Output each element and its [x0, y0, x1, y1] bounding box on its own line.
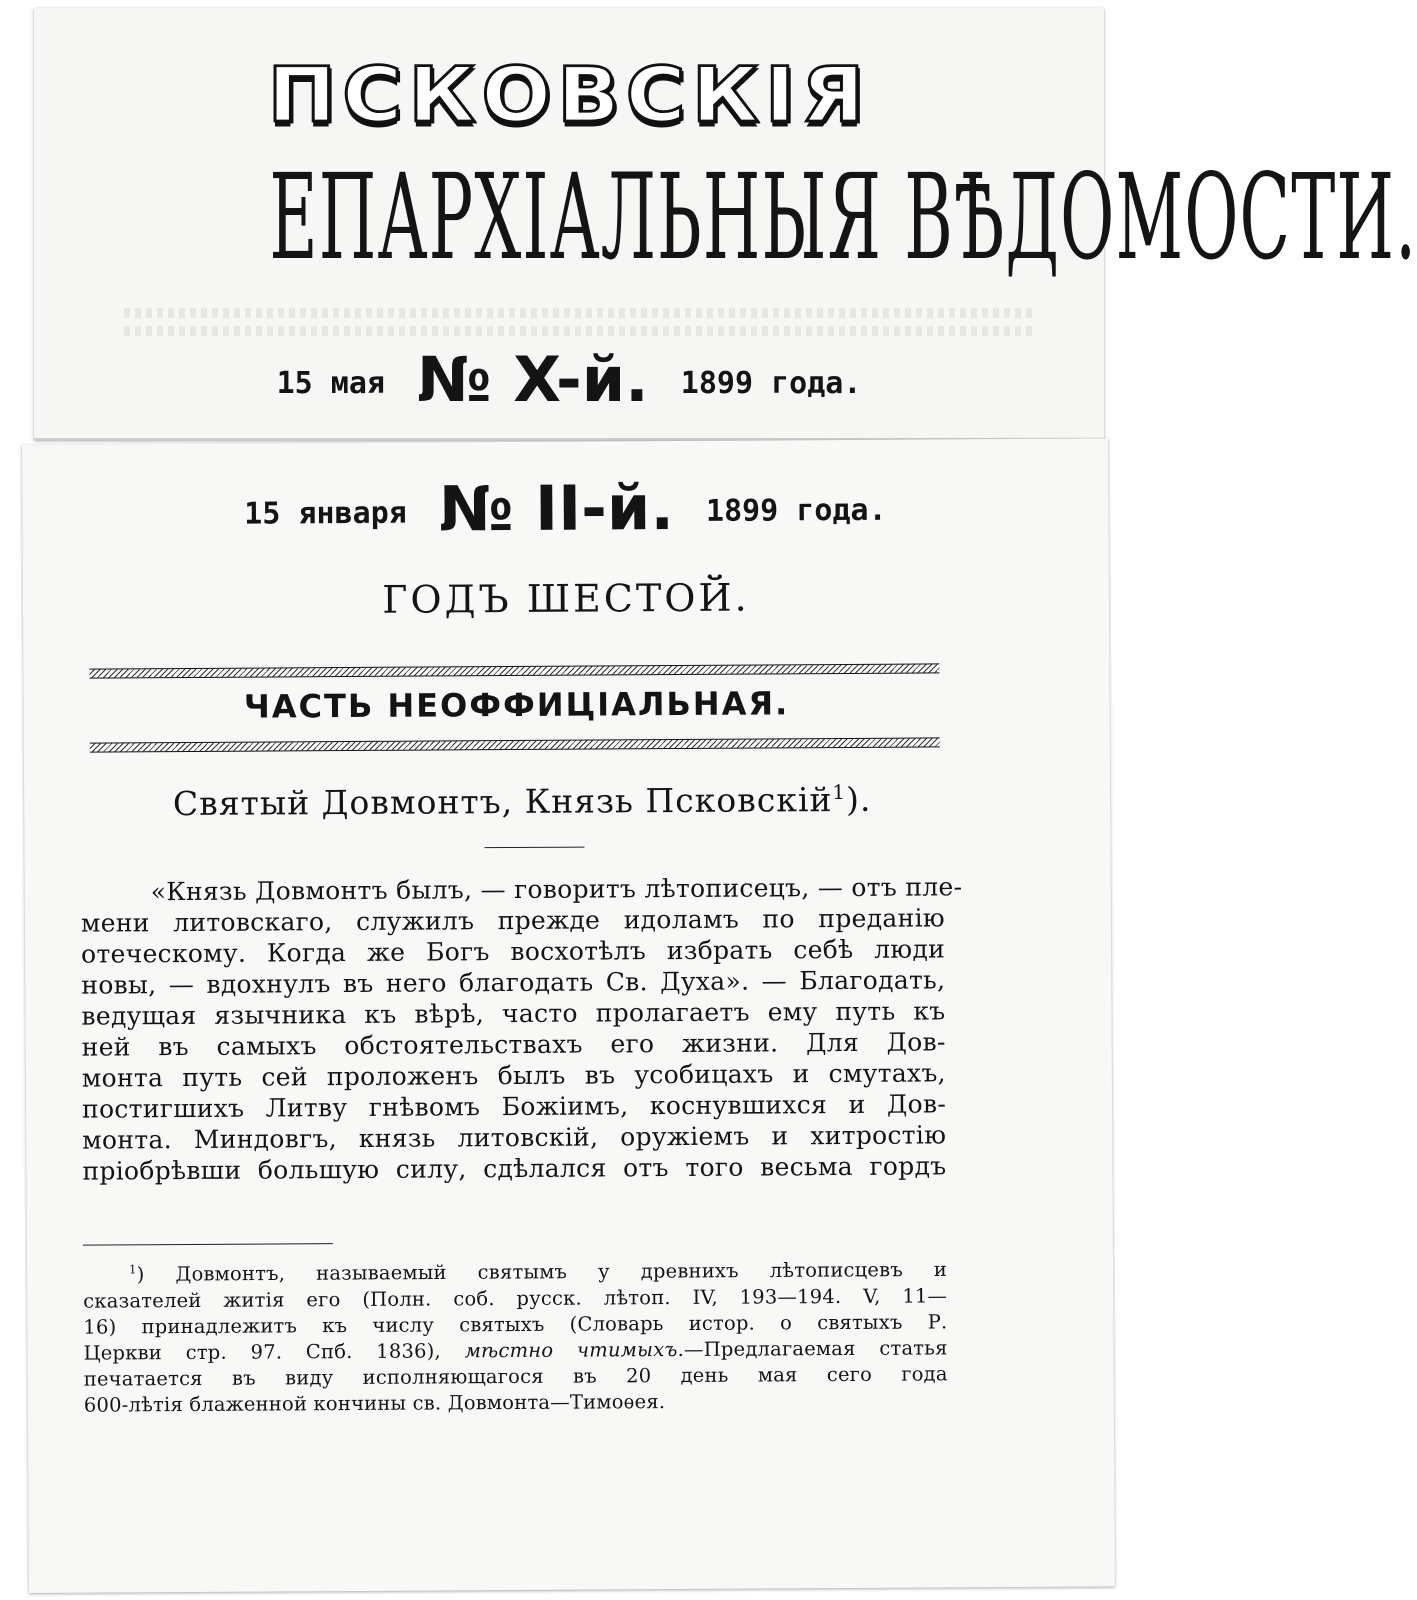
section-title: ЧАСТЬ НЕОФФИЦІАЛЬНАЯ. [243, 684, 790, 726]
body-line: отеческому. Когда же Богъ восхотѣлъ избрать себѣ люди [81, 934, 946, 969]
footnote-text: .—Предлагаемая статья [677, 1335, 948, 1361]
body-line: мени литовскаго, служилъ прежде идоламъ по преданію [80, 903, 945, 938]
ornamental-rule [89, 663, 939, 678]
year-title: ГОДЪ ШЕСТОЙ. [382, 575, 750, 622]
footnote-line: 600-лѣтія блаженной кончины св. Довмонта—Тимоѳея. [83, 1389, 666, 1417]
masthead-title: ПСКОВСКІЯ [267, 51, 871, 140]
bleed-through-text [124, 308, 1034, 318]
footnote-line: сказателей житія его (Полн. соб. русск. лѣтоп. IV, 193—194. V, 11— [83, 1283, 948, 1313]
body-line: пріобрѣвши большую силу, сдѣлался отъ того весьма гордъ [82, 1151, 947, 1186]
issue-year: 1899 года. [680, 366, 862, 401]
body-line: новы, — вдохнулъ въ него благодать Св. Духа». — Благодать, [81, 965, 946, 1000]
issue-line-top [34, 343, 1104, 416]
footnote-marker: 1 [832, 780, 847, 805]
ornamental-rule [90, 737, 940, 752]
title-divider [484, 847, 584, 849]
article-title-end: ). [845, 779, 872, 819]
footnote-line: 16) принадлежитъ къ числу святыхъ (Словарь истор. о святыхъ Р. [83, 1309, 948, 1339]
footnote-line: печатается въ виду исполняющагося въ 20 день мая сего года [83, 1361, 948, 1391]
bleed-through-text [124, 326, 1034, 336]
footnote-marker: 1 [128, 1262, 137, 1277]
footnote-text: Церкви стр. 97. Спб. 1836), [83, 1338, 441, 1365]
issue-number: № X-й. [417, 343, 649, 416]
issue-date: 15 января [244, 495, 407, 532]
body-line: монта. Миндовгъ, князь литовскій, оружіемъ и хитростію [82, 1120, 947, 1155]
issue-number: № II-й. [438, 471, 675, 546]
body-line: постигшихъ Литву гнѣвомъ Божіимъ, коснувшихся и Дов- [81, 1089, 947, 1124]
footnote [83, 1251, 948, 1418]
footnote-italic: мѣстно чтимыхъ [464, 1337, 678, 1362]
issue-year: 1899 года. [705, 492, 887, 529]
front-page-sheet [22, 438, 1115, 1593]
footnote-text: Довмонтъ, называемый святымъ у древнихъ лѣтописцевъ и [175, 1257, 948, 1286]
article-title-text: Святый Довмонтъ, Князь Псковскій [172, 780, 833, 824]
footnote-line: $^1$) Довмонтъ, называемый святымъ у древнихъ лѣтописцевъ и [128, 1257, 948, 1286]
article-title [24, 779, 1020, 824]
article-body [80, 871, 963, 1186]
masthead-subtitle: ЕПАРХІАЛЬНЫЯ ВѢДОМОСТИ. [269, 148, 1417, 286]
footnote-divider [83, 1243, 333, 1246]
body-line: ведущая язычника къ вѣрѣ, часто пролагаетъ ему путь къ [81, 996, 946, 1031]
body-line: «Князь Довмонтъ былъ, — говоритъ лѣтописецъ, — отъ пле- [150, 872, 963, 907]
masthead-sheet [34, 8, 1417, 440]
body-line: ней въ самыхъ обстоятельствахъ его жизни. Для Дов- [81, 1027, 946, 1062]
body-line: монта путь сей проложенъ былъ въ усобицахъ и смутахъ, [81, 1058, 946, 1093]
issue-line-main [22, 468, 1108, 548]
issue-date: 15 мая [276, 366, 385, 401]
